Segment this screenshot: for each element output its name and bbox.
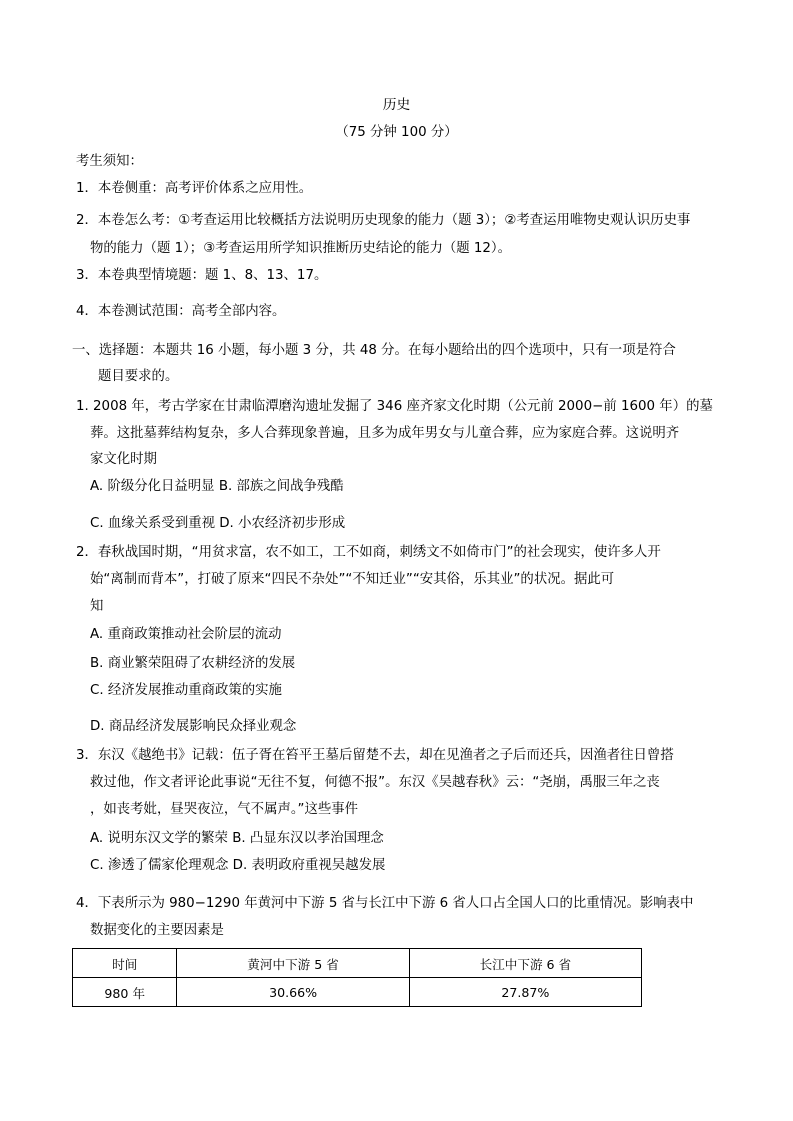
notice-item-2-line-2: 物的能力（题 1）；③考查运用所学知识推断历史结论的能力（题 12）。	[90, 241, 512, 256]
notice-heading: 考生须知：	[76, 154, 143, 169]
q3-options-ab: A. 说明东汉文学的繁荣 B. 凸显东汉以孝治国理念	[90, 831, 384, 846]
q3-stem-line-1: 3．东汉《越绝书》记载：伍子胥在笞平王墓后留楚不去，却在见渔者之子后而还兵，因渔者往日曾搭	[76, 748, 674, 763]
table-header-cell: 黄河中下游 5 省	[177, 949, 409, 978]
q2-option-a: A. 重商政策推动社会阶层的流动	[90, 627, 282, 642]
table-header-row	[73, 949, 642, 978]
q4-stem-line-2: 数据变化的主要因素是	[90, 923, 224, 938]
q2-option-d: D. 商品经济发展影响民众择业观念	[90, 719, 297, 734]
table-row	[73, 978, 642, 1007]
notice-item-3: 3．本卷典型情境题：题 1、8、13、17。	[76, 268, 328, 283]
q1-stem-line-2: 葬。这批墓葬结构复杂，多人合葬现象普遍，且多为成年男女与儿童合葬，应为家庭合葬。这说明齐	[90, 426, 680, 441]
q2-option-b: B. 商业繁荣阻碍了农耕经济的发展	[90, 656, 296, 671]
q1-options-cd: C. 血缘关系受到重视 D. 小农经济初步形成	[90, 516, 346, 531]
q3-options-cd: C. 渗透了儒家伦理观念 D. 表明政府重视吴越发展	[90, 858, 386, 873]
population-table	[72, 948, 642, 1007]
q1-options-ab: A. 阶级分化日益明显 B. 部族之间战争残酷	[90, 479, 344, 494]
section-heading-line-2: 题目要求的。	[98, 369, 179, 384]
q2-stem-line-1: 2．春秋战国时期，“用贫求富，农不如工，工不如商，刺绣文不如倚市门”的社会现实，使许多人开	[76, 545, 661, 560]
q3-stem-line-2: 救过他，作文者评论此事说“无往不复，何德不报”。东汉《吴越春秋》云：“尧崩，禹服三年之丧	[90, 775, 660, 790]
table-header-cell: 长江中下游 6 省	[409, 949, 641, 978]
table-header-cell: 时间	[73, 949, 177, 978]
q2-stem-line-3: 知	[90, 599, 104, 614]
q1-stem-line-1: 1. 2008 年，考古学家在甘肃临潭磨沟遗址发掘了 346 座齐家文化时期（公元前 2000−前 1600 年）的墓	[76, 399, 713, 414]
q2-option-c: C. 经济发展推动重商政策的实施	[90, 683, 282, 698]
notice-item-2-line-1: 2．本卷怎么考：①考查运用比较概括方法说明历史现象的能力（题 3）；②考查运用唯物史观认识历史事	[76, 213, 691, 228]
table-cell: 30.66%	[177, 978, 409, 1007]
notice-item-1: 1．本卷侧重：高考评价体系之应用性。	[76, 181, 313, 196]
exam-title: 历史	[382, 97, 411, 113]
table-cell: 27.87%	[409, 978, 641, 1007]
q2-stem-line-2: 始“离制而背本”，打破了原来“四民不杂处”“不知迁业”“安其俗，乐其业”的状况。据此可	[90, 572, 615, 587]
q4-stem-line-1: 4．下表所示为 980−1290 年黄河中下游 5 省与长江中下游 6 省人口占全国人口的比重情况。影响表中	[76, 896, 694, 911]
section-heading-line-1: 一、选择题：本题共 16 小题，每小题 3 分，共 48 分。在每小题给出的四个选项中，只有一项是符合	[72, 343, 676, 358]
q1-stem-line-3: 家文化时期	[90, 452, 157, 467]
q3-stem-line-3: ，如丧考妣，昼哭夜泣，气不属声。”这些事件	[90, 802, 359, 817]
notice-item-4: 4．本卷测试范围：高考全部内容。	[76, 304, 286, 319]
exam-duration: （75 分钟 100 分）	[335, 125, 458, 140]
table-cell: 980 年	[73, 978, 177, 1007]
